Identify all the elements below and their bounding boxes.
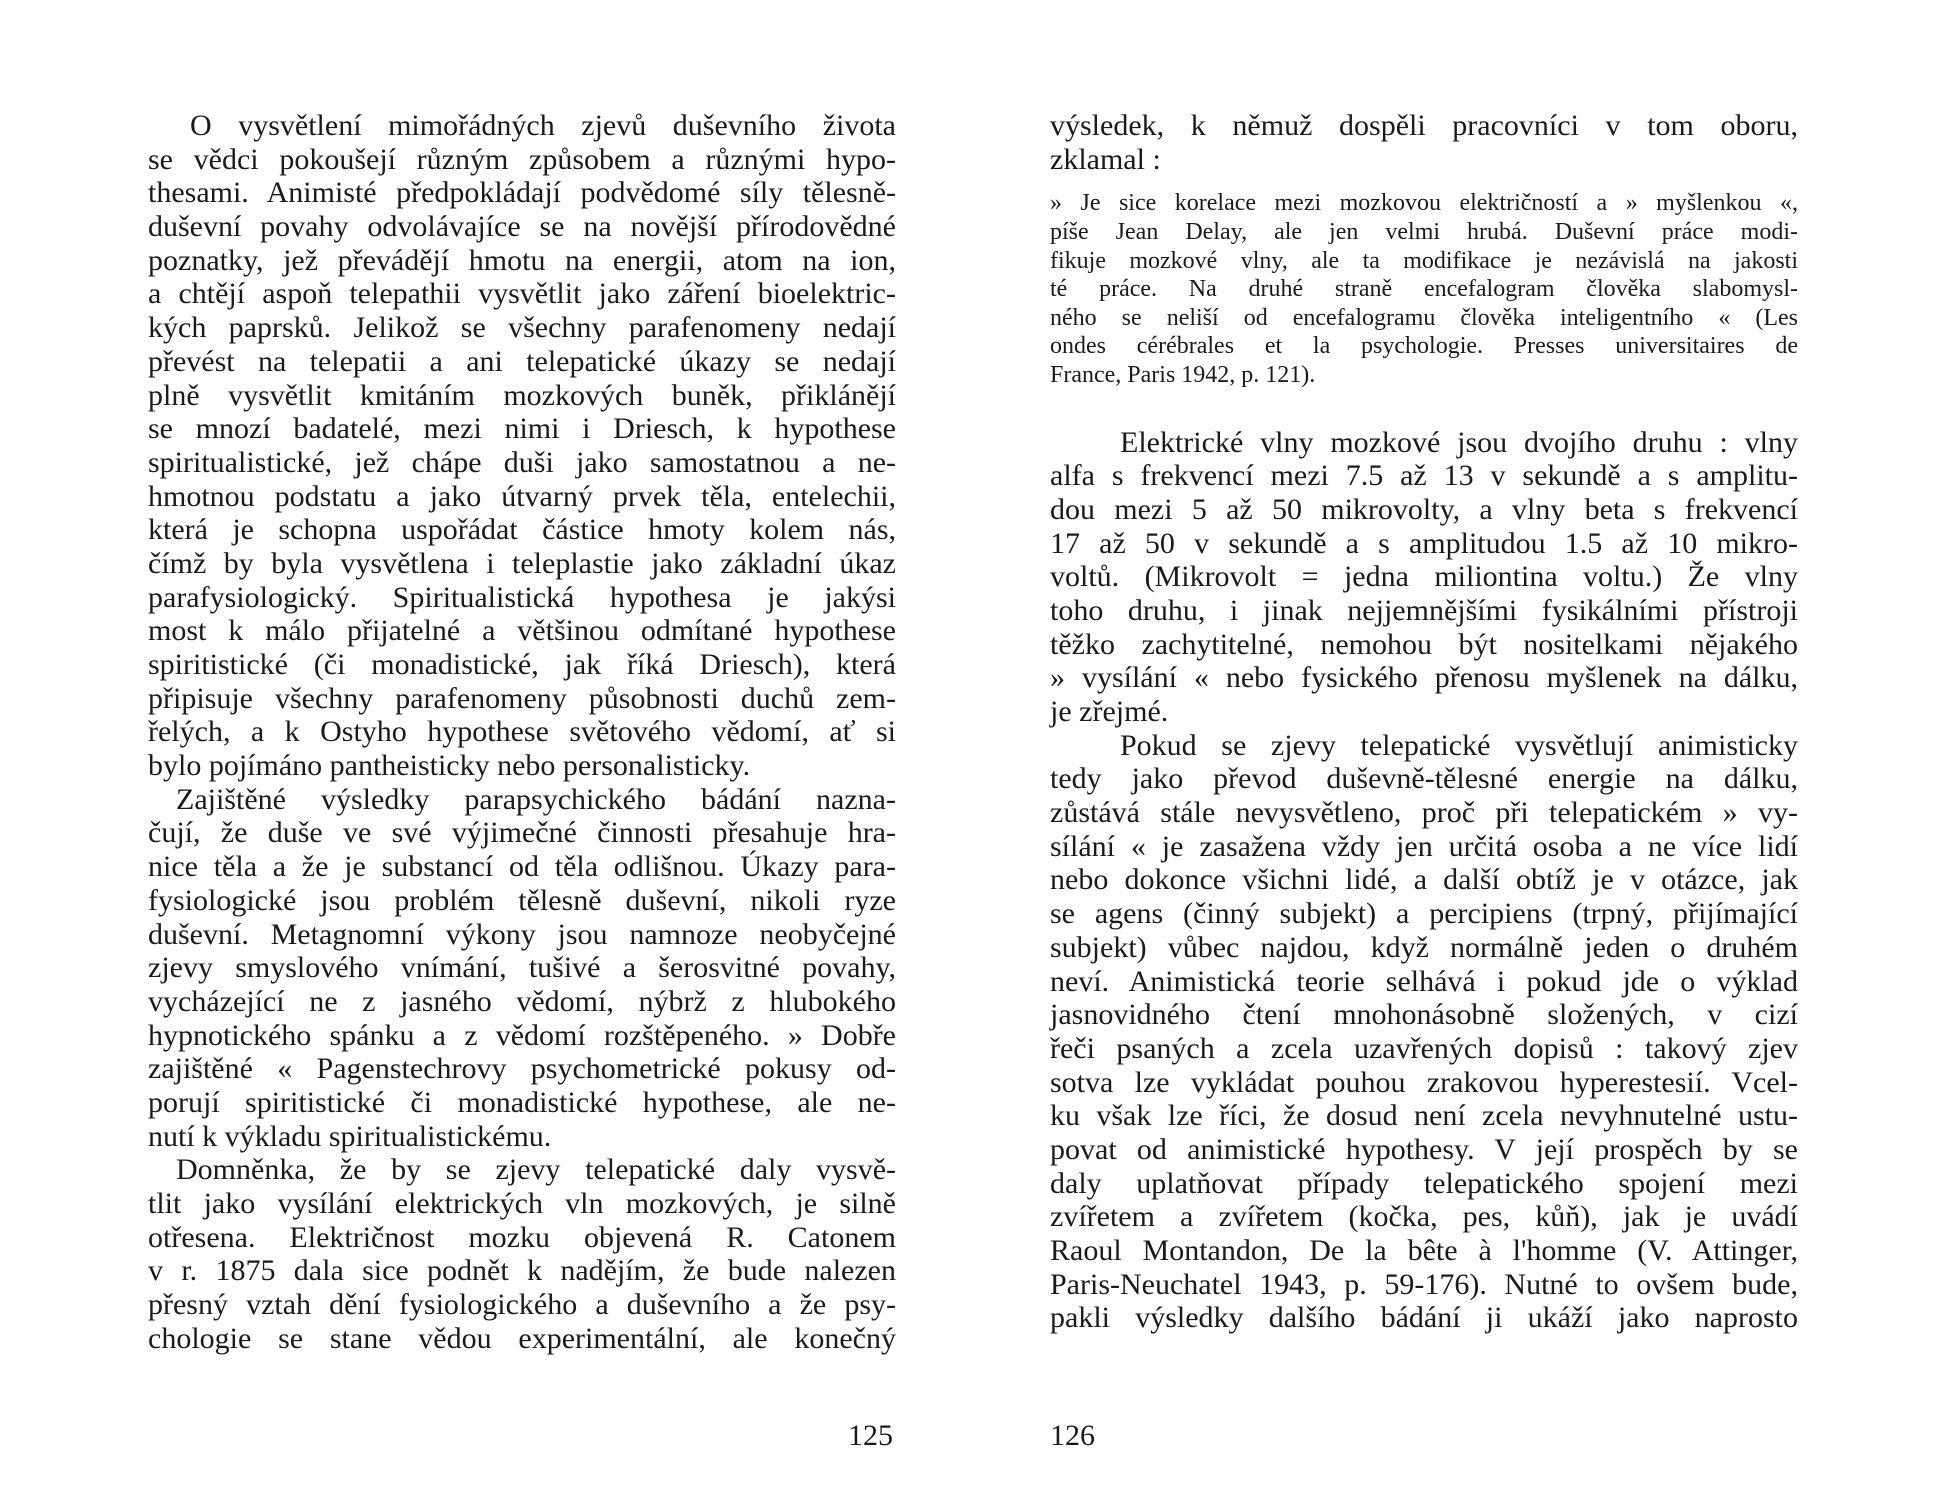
text-line: Paris-Neuchatel 1943, p. 59-176). Nutné to ovšem bude, [1050,1267,1798,1301]
text-line: thesami. Animisté předpokládají podvědomé síly tělesně- [148,176,896,210]
text-line: pakli výsledky dalšího bádání ji ukáží jako naprosto [1050,1301,1798,1335]
text-line: Zajištěné výsledky parapsychického bádání nazna- [176,782,896,816]
text-line: alfa s frekvencí mezi 7.5 až 13 v sekundě a s amplitu- [1050,459,1798,493]
text-line: duševní povahy odvolávajíce se na novější přírodovědné [148,210,896,244]
text-line: povat od animistické hypothesy. V její prospěch by se [1050,1132,1798,1166]
text-line: zvířetem a zvířetem (kočka, pes, kůň), jak je uvádí [1050,1200,1798,1234]
text-line: přesný vztah dění fysiologického a duševního a že psy- [148,1288,896,1322]
text-line: jasnovidného čtení mnohonásobně složených, v cizí [1050,998,1798,1032]
text-line: dou mezi 5 až 50 mikrovolty, a vlny beta s frekvencí [1050,492,1798,526]
text-line: nutí k výkladu spiritualistickému. [148,1119,552,1153]
text-line: voltů. (Mikrovolt = jedna miliontina voltu.) Že vlny [1050,560,1798,594]
text-line: se vědci pokoušejí různým způsobem a různými hypo- [148,142,896,176]
text-line: převést na telepatii a ani telepatické úkazy se nedají [148,344,896,378]
text-line: toho druhu, i jinak nejjemnějšími fysikálními přístroji [1050,593,1798,627]
text-line: řeči psaných a zcela uzavřených dopisů : takový zjev [1050,1031,1798,1065]
text-line: otřesena. Električnost mozku objevená R. Catonem [148,1220,896,1254]
text-line: nice těla a že je substancí od těla odlišnou. Úkazy para- [148,850,896,884]
quote-line: ného se neliší od encefalogramu člověka inteligentního « (Les [1050,304,1798,331]
text-line: poznatky, jež převádějí hmotu na energii, atom na ion, [148,243,896,277]
text-line: v r. 1875 dala sice podnět k nadějím, že bude nalezen [148,1254,896,1288]
text-line: O vysvětlení mimořádných zjevů duševního života [190,109,896,142]
text-line: tedy jako převod duševně-tělesné energie na dálku, [1050,762,1798,796]
text-line: Raoul Montandon, De la bête à l'homme (V. Attinger, [1050,1234,1798,1268]
quote-line: píše Jean Delay, ale jen velmi hrubá. Duševní práce modi- [1050,218,1798,245]
text-line: ku však lze říci, že dosud není zcela nevyhnutelné ustu- [1050,1099,1798,1133]
left-page-text [148,109,896,1355]
page-number: 126 [1050,1419,1095,1452]
text-line: sílání « je zasažena vždy jen určitá osoba a ne více lidí [1050,829,1798,863]
text-line: spiritualistické, jež chápe duši jako samostatnou a ne- [148,445,896,479]
text-line: je zřejmé. [1050,695,1169,729]
text-line: připisuje všechny parafenomeny působnosti duchů zem- [148,681,896,715]
right-page [968,0,1936,1500]
text-line: kých paprsků. Jelikož se všechny parafenomeny nedají [148,311,896,345]
text-line: Domněnka, že by se zjevy telepatické daly vysvě- [176,1153,896,1187]
text-line: fysiologické jsou problém tělesně duševní, nikoli ryze [148,883,896,917]
text-line: která je schopna uspořádat částice hmoty kolem nás, [148,513,896,547]
text-line: nebo dokonce všichni lidé, a další obtíž je v otázce, jak [1050,863,1798,897]
quotation-block [1050,189,1798,389]
text-line: plně vysvětlit kmitáním mozkových buněk, přiklánějí [148,378,896,412]
text-line: zajištěné « Pagenstechrovy psychometrické pokusy od- [148,1052,896,1086]
text-line: zklamal : [1050,142,1161,176]
text-line: Elektrické vlny mozkové jsou dvojího druhu : vlny [1120,425,1798,459]
text-line: hmotnou podstatu a jako útvarný prvek těla, entelechii, [148,479,896,513]
text-line: se agens (činný subjekt) a percipiens (trpný, přijímající [1050,897,1798,931]
text-line: neví. Animistická teorie selhává i pokud jde o výklad [1050,964,1798,998]
text-line: sotva lze vykládat pouhou zrakovou hyperestesií. Vcel- [1050,1065,1798,1099]
text-line: » vysílání « nebo fysického přenosu myšlenek na dálku, [1050,661,1798,695]
text-line: zjevy smyslového vnímání, tušivé a šerosvitné povahy, [148,951,896,985]
text-line: bylo pojímáno pantheisticky nebo personalisticky. [148,749,751,783]
text-line: spiritistické (či monadistické, jak říká Driesch), která [148,648,896,681]
text-line: chologie se stane vědou experimentální, ale konečný [148,1321,896,1355]
text-line: parafysiologický. Spiritualistická hypothesa je jakýsi [148,580,896,614]
text-line: zůstává stále nevysvětleno, proč při telepatickém » vy- [1050,796,1798,830]
text-line: duševní. Metagnomní výkony jsou namnoze neobyčejné [148,917,896,951]
right-page-text [1050,109,1798,1335]
quote-line: » Je sice korelace mezi mozkovou električností a » myšlenkou «, [1050,190,1798,217]
text-line: výsledek, k němuž dospěli pracovníci v tom oboru, [1050,109,1798,142]
text-line: vycházející ne z jasného vědomí, nýbrž z hlubokého [148,984,896,1018]
text-line: se mnozí badatelé, mezi nimi i Driesch, k hypothese [148,412,896,446]
text-line: 17 až 50 v sekundě a s amplitudou 1.5 až 10 mikro- [1050,526,1798,560]
text-line: řelých, a k Ostyho hypothese světového vědomí, ať si [148,715,896,749]
quote-line: France, Paris 1942, p. 121). [1050,361,1316,388]
text-line: těžko zachytitelné, nemohou být nositelkami nějakého [1050,627,1798,661]
text-line: tlit jako vysílání elektrických vln mozkových, je silně [148,1187,896,1220]
text-line: daly uplatňovat případy telepatického spojení mezi [1050,1166,1798,1200]
text-line: a chtějí aspoň telepathii vysvětlit jako záření bioelektric- [148,277,896,311]
text-line: subjekt) vůbec najdou, když normálně jeden o druhém [1050,930,1798,964]
text-line: Pokud se zjevy telepatické vysvětlují animisticky [1120,728,1798,762]
page-number: 125 [848,1419,893,1452]
quote-line: fikuje mozkové vlny, ale ta modifikace je nezávislá na jakosti [1050,247,1798,274]
text-line: čímž by byla vysvětlena i teleplastie jako základní úkaz [148,546,896,580]
text-line: čují, že duše ve své výjimečné činnosti přesahuje hra- [148,816,896,850]
text-line: most k málo přijatelné a většinou odmítané hypothese [148,614,896,648]
quote-line: té práce. Na druhé straně encefalogram člověka slabomysl- [1050,276,1798,303]
text-line: hypnotického spánku a z vědomí rozštěpeného. » Dobře [148,1018,896,1052]
text-line: porují spiritistické či monadistické hypothese, ale ne- [148,1085,896,1119]
quote-line: ondes cérébrales et la psychologie. Presses universitaires de [1050,333,1798,360]
